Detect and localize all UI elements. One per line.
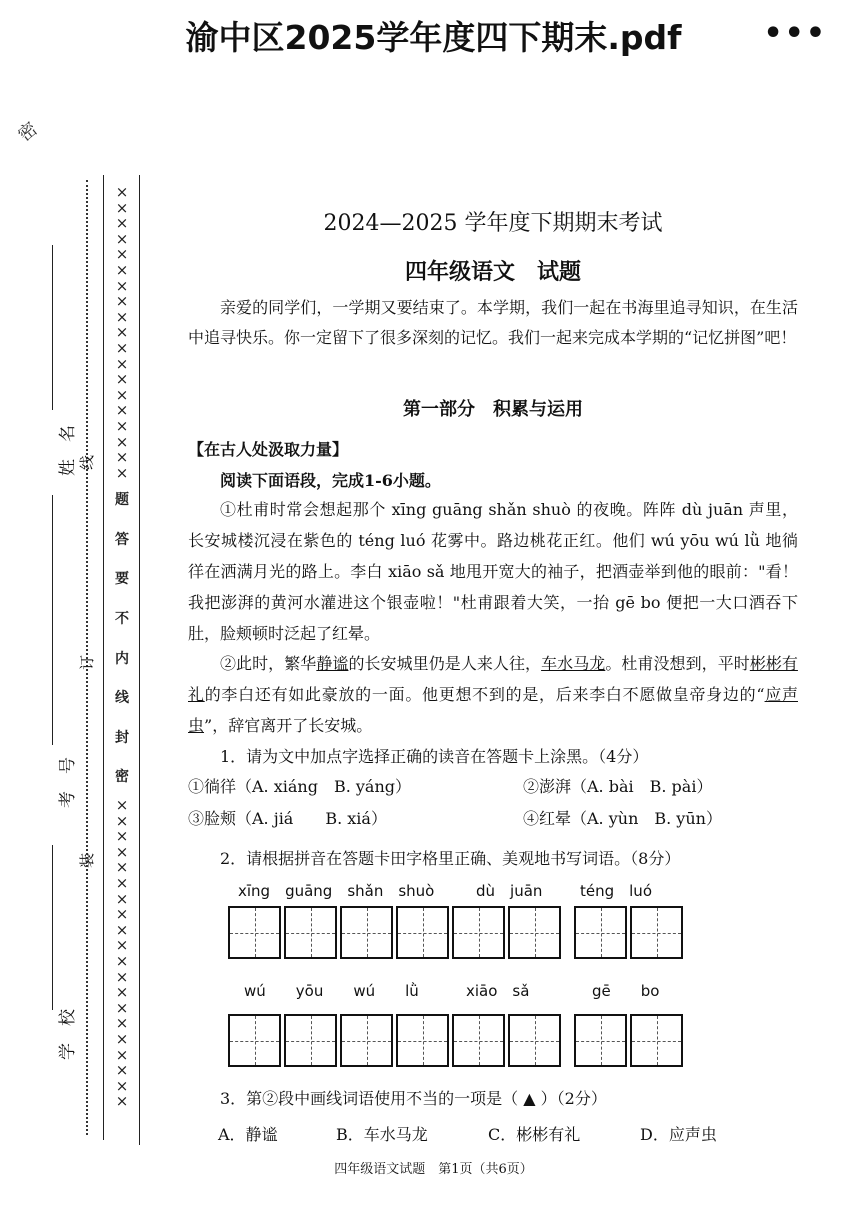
seal-word: 题: [115, 492, 129, 509]
answer-grid-5[interactable]: [452, 1014, 564, 1067]
pinyin-5: xiāo sǎ: [466, 982, 530, 1000]
paragraph-2: ②此时，繁华静谧的长安城里仍是人来人往，车水马龙。杜甫没想到，平时彬彬有礼的李白还有如此豪放的一面。他更想不到的是，后来李白不愿做皇帝身边的“应声虫”，辞官离开了长安城。: [188, 654, 798, 735]
answer-grid-4[interactable]: [228, 1014, 452, 1067]
question-2-stem: 2．请根据拼音在答题卡田字格里正确、美观地书写词语。（8分）: [220, 849, 681, 868]
binding-line-right: [139, 175, 140, 1145]
q1-option-3: ③脸颊（A. jiá B. xiá）: [188, 809, 387, 828]
section-heading: 【在古人处汲取力量】: [188, 440, 349, 459]
pinyin-3: téng luó: [580, 882, 652, 900]
intro-paragraph: 亲爱的同学们，一学期又要结束了。本学期，我们一起在书海里追寻知识，在生活中追寻快乐。你一定留下了很多深刻的记忆。我们一起来完成本学期的“记忆拼图”吧！: [188, 298, 798, 347]
answer-grid-2[interactable]: [452, 906, 564, 959]
corner-mark: 密: [14, 118, 42, 146]
underlined-word-3: 彬彬有礼: [188, 654, 798, 704]
seal-column: × × × × × × × × × × × × × × × × × × × 题 答 要 不 内 线 封 密 × × × × × × × × × × × × × × × × × × × ×: [112, 185, 132, 1110]
q3-option-a: A．静谧: [218, 1125, 278, 1144]
field-school-label: 学 校: [58, 1009, 78, 1060]
field-id-label: 考 号: [58, 757, 78, 808]
seal-word: 要: [115, 571, 129, 588]
more-icon[interactable]: •••: [763, 16, 827, 51]
underlined-word-2: 车水马龙: [541, 654, 606, 673]
q1-option-1: ①徜徉（A. xiáng B. yáng）: [188, 777, 412, 796]
answer-grid-6[interactable]: [574, 1014, 686, 1067]
pinyin-6: gē bo: [592, 982, 660, 1000]
pinyin-1: xīng guāng shǎn shuò: [238, 882, 435, 900]
question-1-stem: 1．请为文中加点字选择正确的读音在答题卡上涂黑。（4分）: [220, 747, 649, 766]
q3-option-d: D．应声虫: [640, 1125, 717, 1144]
part-heading: 第一部分 积累与运用: [403, 399, 583, 420]
document-title: 渝中区2025学年度四下期末.pdf: [185, 18, 682, 57]
bind-word-staple: 订: [78, 654, 97, 671]
q1-option-2: ②澎湃（A. bài B. pài）: [523, 777, 713, 796]
page-footer: 四年级语文试题 第1页（共6页）: [334, 1162, 533, 1177]
question-3-stem: 3．第②段中画线词语使用不当的一项是（ ▲ ）（2分）: [220, 1089, 607, 1108]
answer-grid-1[interactable]: [228, 906, 452, 959]
underlined-word-4: 应声虫: [188, 685, 798, 735]
seal-word: 封: [115, 729, 129, 746]
q3-option-b: B．车水马龙: [336, 1125, 428, 1144]
binding-line-left: [103, 175, 104, 1140]
field-school-line: [52, 845, 53, 1010]
seal-word: 内: [115, 650, 129, 667]
exam-subtitle: 四年级语文 试题: [404, 259, 581, 285]
answer-grid-3[interactable]: [574, 906, 686, 959]
seal-word: 不: [115, 611, 129, 628]
pinyin-4: wú yōu wú lǜ: [244, 982, 419, 1000]
bind-word-bind: 装: [78, 852, 97, 869]
underlined-word-1: 静谧: [316, 654, 349, 673]
seal-word: 密: [115, 769, 129, 786]
field-id-line: [52, 495, 53, 745]
field-name-line: [52, 245, 53, 410]
reading-instruction: 阅读下面语段，完成1-6小题。: [220, 471, 441, 490]
field-name-label: 姓 名: [58, 425, 78, 476]
q3-option-c: C．彬彬有礼: [488, 1125, 581, 1144]
seal-word: 答: [115, 531, 129, 548]
seal-word: 线: [115, 690, 129, 707]
paragraph-1: ①杜甫时常会想起那个 xīng guāng shǎn shuò 的夜晚。阵阵 dù juān 声里，长安城楼沉浸在紫色的 téng luó 花雾中。路边桃花正红。他们 wú yōu wú lǜ 地徜徉在洒满月光的路上。李白 xiāo sǎ 地甩开宽大的袖子，把酒壶举到他的眼前："看！我把澎湃的黄河水灌进这个银壶啦！"杜甫跟着大笑，一抬 gē bo 便把一大口酒吞下肚，脸颊顿时泛起了红晕。: [188, 500, 798, 643]
q1-option-4: ④红晕（A. yùn B. yūn）: [523, 809, 722, 828]
exam-title: 2024—2025 学年度下期期末考试: [323, 211, 663, 236]
bind-word-line: 线: [78, 454, 97, 471]
pinyin-2: dù juān: [476, 882, 543, 900]
